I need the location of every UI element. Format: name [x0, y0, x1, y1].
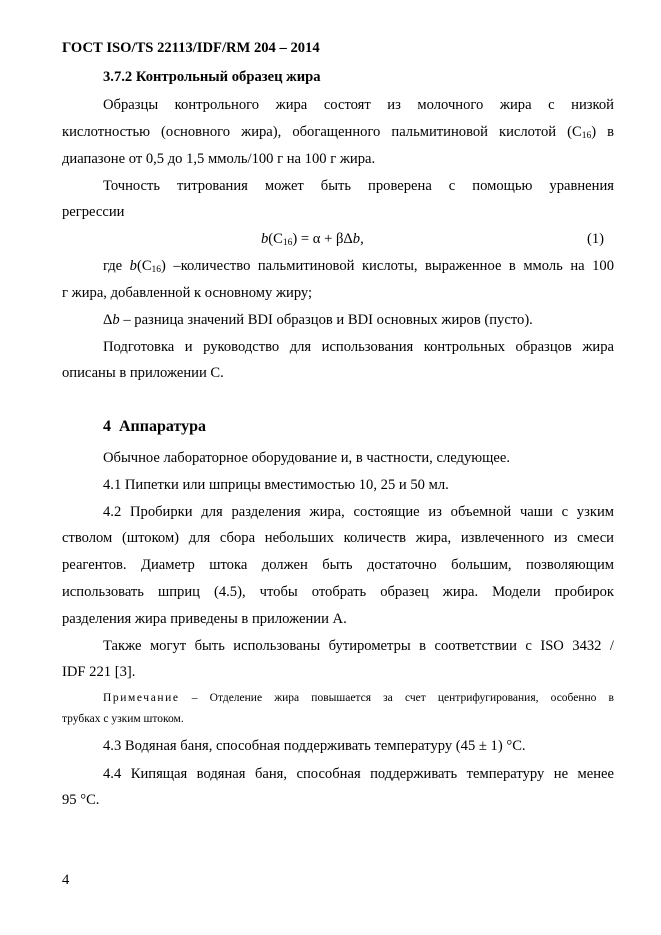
paragraph-line: Подготовка и руководство для использования контрольных образцов жира [103, 339, 614, 355]
equation-number: (1) [587, 231, 605, 247]
note-label: Примечание [103, 692, 180, 704]
paragraph-line [62, 123, 614, 141]
subscript: 16 [151, 265, 162, 275]
section-number: 4 [103, 418, 111, 435]
variable: b [129, 258, 137, 274]
paragraph-line: Образцы контрольного жира состоят из молочного жира с низкой [103, 97, 614, 113]
text-run: – разница значений BDI образцов и BDI основных жиров (пусто). [119, 312, 533, 328]
text-run: (C [136, 258, 152, 274]
document-header: ГОСТ ISO/TS 22113/IDF/RM 204 – 2014 [62, 40, 320, 56]
paragraph-line: Точность титрования может быть проверена с помощью уравнения [103, 178, 614, 194]
text-run: где [103, 258, 130, 274]
paragraph-line: Обычное лабораторное оборудование и, в частности, следующее. [103, 450, 510, 466]
section-heading-3-7-2: 3.7.2 Контрольный образец жира [103, 69, 321, 85]
paragraph-line: г жира, добавленной к основному жиру; [62, 285, 313, 301]
paragraph-line [103, 311, 614, 329]
variable: b [112, 312, 120, 328]
note-line [103, 689, 614, 707]
paragraph-line: 95 °С. [62, 792, 100, 808]
text-run: кислотностью (основного жира), обогащенного пальмитиновой кислотой (C [62, 124, 582, 140]
text-run: (C [268, 231, 283, 247]
note-line: трубках с узким штоком. [62, 713, 184, 725]
paragraph-line: использовать шприц (4.5), чтобы отобрать образец жира. Модели пробирок [62, 584, 614, 600]
subscript: 16 [282, 238, 293, 248]
paragraph-line: описаны в приложении С. [62, 365, 224, 381]
paragraph-line: Также могут быть использованы бутирометры в соответствии с ISO 3432 / [103, 638, 614, 654]
text-run: Δ [103, 312, 113, 328]
list-item: 4.3 Водяная баня, способная поддерживать температуру (45 ± 1) °С. [103, 738, 526, 754]
paragraph-line: 4.4 Кипящая водяная баня, способная поддерживать температуру не менее [103, 766, 614, 782]
paragraph-line: диапазоне от 0,5 до 1,5 ммоль/100 г на 100 г жира. [62, 151, 376, 167]
paragraph-line: IDF 221 [3]. [62, 664, 136, 680]
text-run: ) в [591, 124, 615, 140]
paragraph-line: реагентов. Диаметр штока должен быть достаточно большим, позволяющим [62, 557, 614, 573]
paragraph-line: регрессии [62, 204, 125, 220]
section-heading-4 [103, 418, 614, 436]
paragraph-line: 4.2 Пробирки для разделения жира, состоящие из объемной чаши с узким [103, 504, 614, 520]
paragraph-line [103, 257, 614, 275]
subscript: 16 [581, 131, 592, 141]
paragraph-line: стволом (штоком) для сбора небольших количеств жира, извлеченного из смеси [62, 530, 614, 546]
text-run: – Отделение жира повышается за счет центрифугирования, особенно в [179, 692, 614, 704]
list-item: 4.1 Пипетки или шприцы вместимостью 10, 25 и 50 мл. [103, 477, 449, 493]
paragraph-line: разделения жира приведены в приложении А. [62, 611, 347, 627]
regression-equation [261, 230, 364, 248]
text-run: ) –количество пальмитиновой кислоты, выраженное в ммоль на 100 [161, 258, 614, 274]
text-run: ) = α + βΔ [292, 231, 353, 247]
text-run: , [360, 231, 364, 247]
section-title: Аппаратура [119, 418, 207, 435]
page-number: 4 [62, 872, 70, 888]
variable: b [352, 231, 361, 247]
variable: b [261, 231, 269, 247]
